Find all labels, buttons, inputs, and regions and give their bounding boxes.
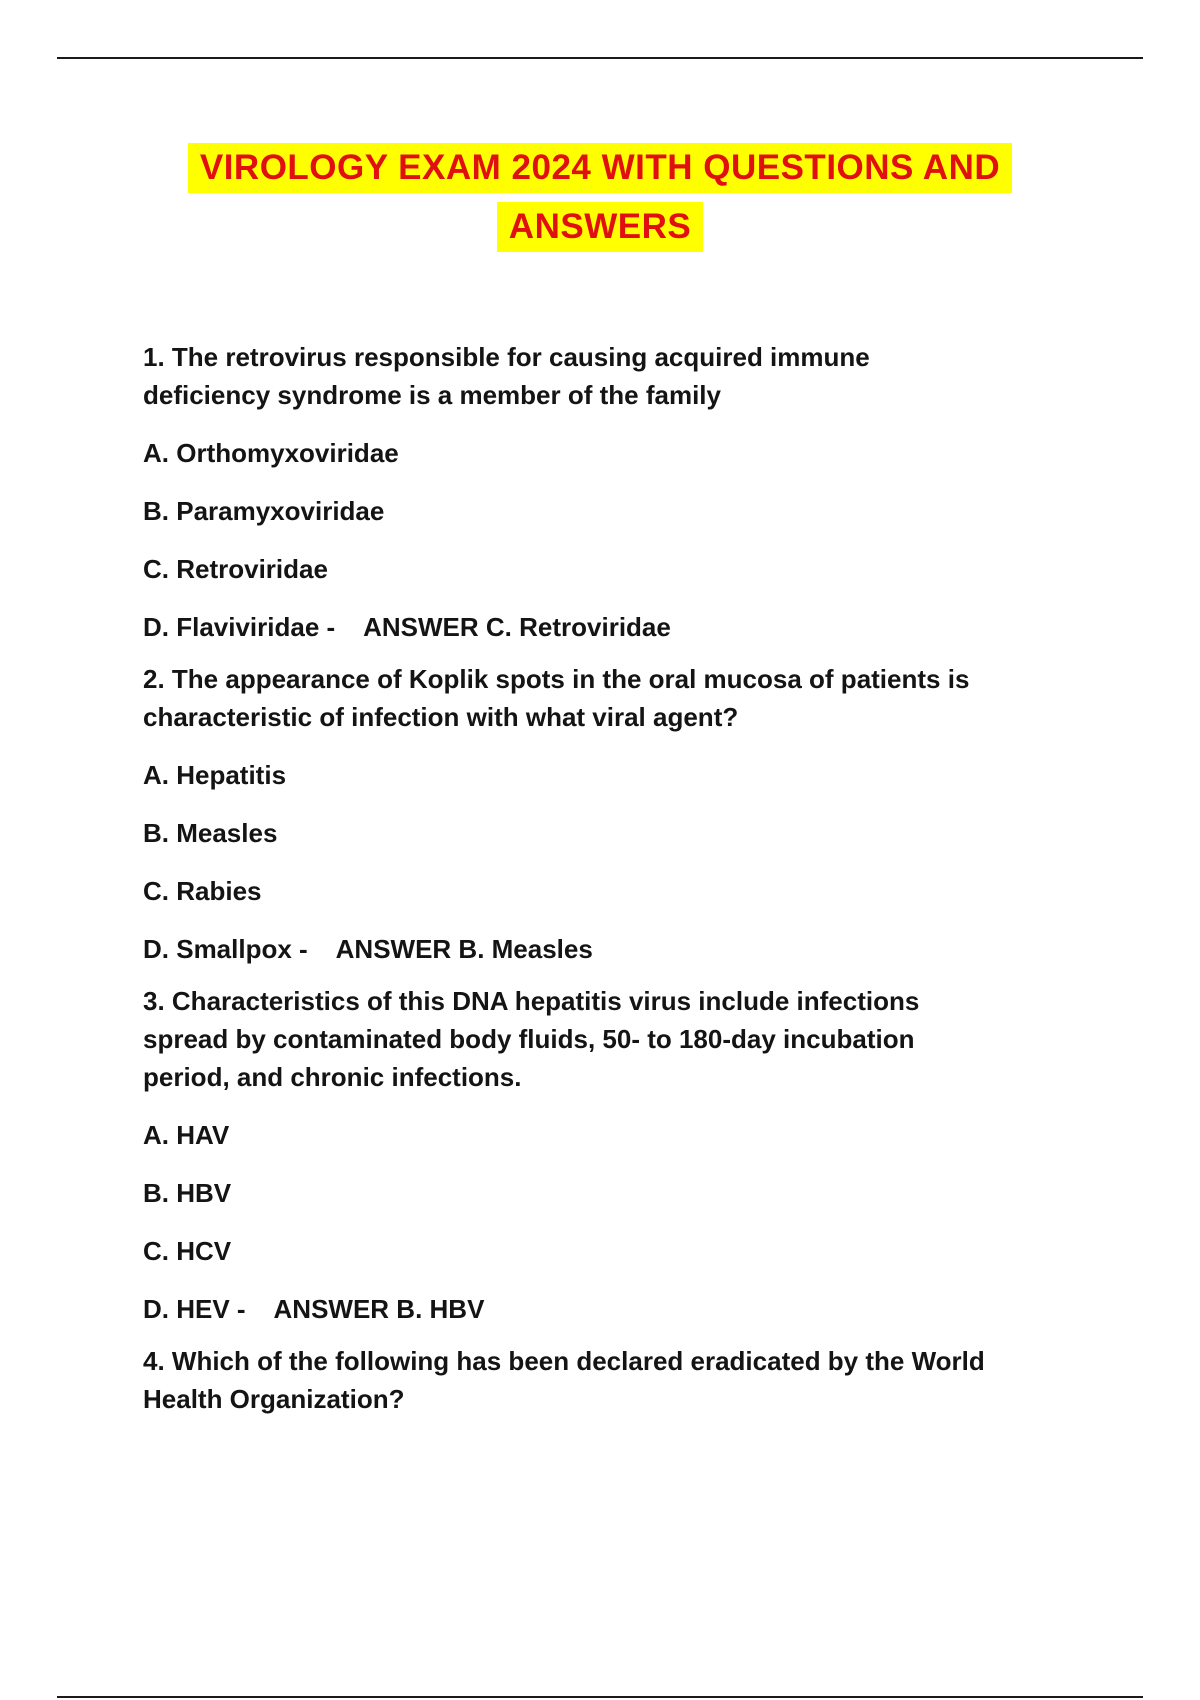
top-rule <box>57 57 1143 59</box>
document-title <box>0 143 1200 252</box>
option-a: A. Orthomyxoviridae <box>143 438 399 468</box>
answer-text: ANSWER C. Retroviridae <box>363 612 671 642</box>
option-b: B. Paramyxoviridae <box>143 496 385 526</box>
title-line-1: VIROLOGY EXAM 2024 WITH QUESTIONS AND <box>188 143 1012 193</box>
question-text-line: 4. Which of the following has been declared eradicated by the World <box>143 1346 985 1376</box>
question-text-line: 2. The appearance of Koplik spots in the oral mucosa of patients is <box>143 664 970 694</box>
option-c: C. Retroviridae <box>143 554 328 584</box>
question-1 <box>143 338 1103 646</box>
question-text <box>143 338 1103 414</box>
question-text-line: 3. Characteristics of this DNA hepatitis virus include infections <box>143 986 920 1016</box>
question-text <box>143 1342 1103 1418</box>
option-d <box>143 608 1103 646</box>
option-d-text: D. HEV - <box>143 1294 246 1324</box>
answer-text: ANSWER B. Measles <box>335 934 593 964</box>
question-text-line: characteristic of infection with what viral agent? <box>143 702 739 732</box>
answer-text: ANSWER B. HBV <box>273 1294 485 1324</box>
option-d <box>143 1290 1103 1328</box>
option-d-text: D. Flaviviridae - <box>143 612 336 642</box>
bottom-rule <box>57 1696 1143 1698</box>
question-text <box>143 660 1103 736</box>
question-2 <box>143 660 1103 968</box>
option-c: C. Rabies <box>143 876 262 906</box>
question-4 <box>143 1342 1103 1418</box>
question-list <box>143 338 1103 1438</box>
title-line-2: ANSWERS <box>497 202 703 252</box>
option-d <box>143 930 1103 968</box>
question-3 <box>143 982 1103 1328</box>
question-text <box>143 982 1103 1096</box>
question-text-line: 1. The retrovirus responsible for causing acquired immune <box>143 342 870 372</box>
option-b: B. HBV <box>143 1178 232 1208</box>
question-text-line: deficiency syndrome is a member of the family <box>143 380 721 410</box>
option-b: B. Measles <box>143 818 278 848</box>
question-text-line: period, and chronic infections. <box>143 1062 522 1092</box>
option-a: A. HAV <box>143 1120 230 1150</box>
option-c: C. HCV <box>143 1236 232 1266</box>
question-text-line: spread by contaminated body fluids, 50- to 180-day incubation <box>143 1024 915 1054</box>
option-d-text: D. Smallpox - <box>143 934 308 964</box>
question-text-line: Health Organization? <box>143 1384 405 1414</box>
option-a: A. Hepatitis <box>143 760 287 790</box>
